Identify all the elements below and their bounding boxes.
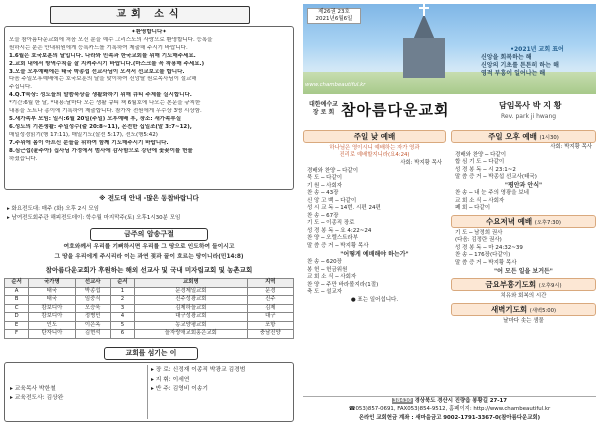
memory-verse-line: 여호와께서 우리를 기뻐하시면 우리를 그 땅으로 인도하여 들이시고 — [63, 244, 235, 250]
footer-contact: ☎053)857-0691, FAX053)854-9512, 홈페이지: http://www.chambeautiful.kr — [348, 406, 551, 413]
standing-note: ● 표는 일어섭니다. — [350, 296, 399, 303]
table-row — [5, 296, 294, 305]
service-leader: 사회: 박지황 목사 — [550, 144, 592, 150]
memory-verse-line: 그 땅을 우리에게 주시리라 이는 과연 젖과 꿀이 흐르는 땅이니라(민14:8) — [54, 254, 244, 260]
table-cell: 3 — [110, 304, 134, 313]
table-row — [5, 287, 294, 296]
table-cell: A — [5, 287, 29, 296]
sermon-title: "평안과 안식" — [504, 181, 543, 189]
notice-line: 4.Q.T묵상: 성도들의 말씀묵상을 생활화하기 위해 큐티 주제를 실시합니다. — [9, 92, 192, 99]
partner-table — [4, 278, 294, 339]
service-verse: 하나님은 영이시니 예배하는 자가 영과 진리로 예배할지니라(요4:24) — [329, 145, 420, 158]
dawn-prayer-desc: 날마다 솟는 샘물 — [503, 317, 544, 324]
welcome-line: 원하시는 분은 안내위원에게 등록카드를 기록하여 제출해 주시기 바랍니다. — [9, 44, 188, 51]
pastor-name-en: Rev. park ji hwang — [501, 113, 557, 120]
order-item: 교 회 소 식 ─ 사회자 — [455, 197, 505, 204]
order-item: 성 시 교 독 ─ 14번. 시편 24편 — [307, 205, 381, 212]
table-cell: B — [5, 296, 29, 305]
motto-line: 신앙의 기초를 튼튼히 하는 해 — [481, 62, 559, 69]
order-item: 축 도 ─ 설교자 — [307, 289, 343, 296]
order-item: 찬 송 ─ 내 눈 주의 영광을 보네 — [455, 190, 529, 197]
officers-box — [4, 362, 294, 422]
table-cell: 2 — [110, 296, 134, 305]
table-cell: 진주 — [247, 296, 293, 305]
table-header-cell: 교회명 — [135, 279, 248, 288]
order-item: 경배와 찬양 ─ 다같이 — [307, 167, 359, 174]
order-item: 찬 양 ─ 주만 바라볼지라(1절) — [307, 281, 379, 288]
news-title: 교회 소식 — [50, 6, 250, 24]
table-cell: 6 — [110, 330, 134, 339]
table-cell: 4 — [110, 313, 134, 322]
table-cell: 김제하늘교회 — [135, 304, 248, 313]
table-cell: 캄보디아 — [29, 313, 75, 322]
table-cell: 포항 — [247, 321, 293, 330]
order-item: 말 씀 증 거 ─ 박종섭 선교사(태국) — [455, 174, 537, 181]
table-cell: 충남진양 — [247, 330, 293, 339]
masthead — [303, 96, 596, 128]
table-cell: 이은옥 — [75, 321, 110, 330]
table-row — [5, 304, 294, 313]
right-page — [303, 4, 596, 422]
notice-line: 하셨습니다. — [9, 155, 38, 162]
order-item: 묵 도 ─ 다같이 — [307, 175, 343, 182]
order-item: 성 경 봉 독 ─ 마 24:32~39 — [455, 244, 523, 251]
table-header-cell: 순서 — [110, 279, 134, 288]
officer-line: ▸ 장 로: 신정재 이종직 박광교 김경범 — [151, 367, 246, 373]
table-cell: 김현석 — [75, 330, 110, 339]
table-header-cell: 지역 — [247, 279, 293, 288]
notice-line: 내용을 노트나 종이에 기록하여 제출합니다. 참가자 전원에게 우수상 3명 시상함. — [9, 108, 202, 115]
table-cell: 1 — [110, 287, 134, 296]
notice-line: 1.6월은 호국보훈의 달입니다. 나라와 민족과 한국교회를 위해 기도해주세요. — [9, 52, 196, 59]
officer-line: ▸ 반 주: 김영비 이송기 — [151, 386, 209, 392]
notice-line: 6.성도의 기본생활: 주일성수(출 20:8~11), 온전한 십일조(말 3:7~12), — [9, 123, 192, 130]
service-leader: 사회: 박지황 목사 — [400, 160, 442, 166]
table-header-cell: 순서 — [5, 279, 29, 288]
notice-line: *기간:6월 한 달, *내용:날마다 오는 생활 큐티 책 6월호에 나오는 본문을 규칙한 — [9, 100, 201, 107]
notice-line: 2.교회 내에서 방역수칙을 잘 지켜주시기 바랍니다.(마스크를 꼭 착용해 주세요.) — [9, 60, 205, 67]
order-item: 성 경 봉 독 ─ 요 4:22~24 — [307, 227, 372, 234]
table-cell: 문경제일교회 — [135, 287, 248, 296]
friday-prayer-title: 금요부흥기도회 (오후9시) — [451, 278, 596, 291]
notice-line: 주십니다. — [9, 84, 33, 91]
order-item: 폐 회 ─ 다같이 — [455, 205, 491, 212]
table-cell: 캄보디아 — [29, 304, 75, 313]
order-item: 말 씀 증 거 ─ 박지황 목사 — [455, 260, 517, 267]
table-cell: 늘자랑애교회홍은교회 — [135, 330, 248, 339]
left-page — [4, 4, 294, 422]
table-row — [5, 321, 294, 330]
notice-line: 7.주위에 몸이 아프신 분들을 위하여 함께 기도해주시기 바랍니다. — [9, 139, 169, 146]
order-item: 합 심 기 도 ─ 다같이 — [455, 159, 505, 166]
notice-line: 다음 주일오후예배에는 호국보훈의 달을 맞이하여 신앙탈 원로목사님이 설교해 — [9, 76, 197, 83]
order-item: 교 회 소 식 ─ 사회자 — [307, 274, 357, 281]
welcome-line: 오늘 참아름다운교회에 처음 오신 분을 예수 그리스도의 사랑으로 환영합니다. 등록을 — [9, 36, 213, 43]
table-cell: C — [5, 304, 29, 313]
table-cell: 농교양평교회 — [135, 321, 248, 330]
order-item: 신 앙 고 백 ─ 다같이 — [307, 197, 357, 204]
order-item: 성 경 봉 독 ─ 시 23:1~2 — [455, 166, 516, 173]
motto-line: 영적 부흥이 일어나는 해 — [481, 70, 546, 77]
wednesday-service-title: 수요저녁 예배 (오후7:30) — [451, 215, 596, 228]
mission-line: ▸ 남여전도회주관 해피전도데이: 학수월 마지막주(토) 오후1시30분 모임 — [7, 215, 181, 221]
order-item: 찬 양 ─ 오렐스트라부 — [307, 235, 359, 242]
notice-box — [4, 26, 294, 190]
table-cell: 박종섭 — [75, 287, 110, 296]
church-banner-image — [303, 4, 596, 94]
sunday-service-title: 주일 낮 예배 — [303, 130, 446, 143]
mission-line: ▸ 화요전도대: 매주 (화) 오후 2시 모임 — [7, 206, 99, 212]
evangelism-heading: ※ 전도대 안내 -많은 동참바랍니다 — [99, 194, 199, 202]
order-item: (다음: 김정란 권사) — [455, 237, 502, 244]
motto-line: 신앙을 회복하는 해 — [481, 54, 532, 61]
pastor-name: 담임목사 박 지 황 — [499, 101, 562, 110]
notice-line: 매일성경읽기(행 17:11), 매일기도(살전 5:17), 전도(행5:42) — [9, 131, 158, 138]
order-item: 찬 송 ─ 176장(다같이) — [455, 252, 511, 259]
table-cell: D — [5, 313, 29, 322]
footer-address: 38430 경상북도 경산시 진량읍 봉황길 27-17 — [392, 398, 508, 404]
table-cell: 5 — [110, 321, 134, 330]
officers-title: 교회를 섬기는 이 — [104, 347, 198, 360]
sermon-title: "어 모든 일을 보거든" — [494, 267, 553, 275]
table-row — [5, 313, 294, 322]
order-item: 기 도 ─ 남정희 권사 — [455, 229, 503, 236]
church-footer — [303, 396, 596, 422]
sunday-service-column — [303, 130, 446, 394]
denomination: 대한예수교 장 로 회 — [309, 101, 338, 116]
table-cell: 대구성광교회 — [135, 313, 248, 322]
afternoon-service-title: 주일 오후 예배 (1시30) — [451, 130, 596, 143]
order-item: 찬 송 ─ 67장 — [307, 212, 339, 219]
officer-line: ▸ 지 휘: 이세연 — [151, 376, 190, 383]
cross-icon — [423, 4, 425, 16]
banner-url: www.chambeautiful.kr — [305, 82, 366, 88]
table-cell: 탄자니아 — [29, 330, 75, 339]
sermon-title: "어떻게 예배해야 하는가" — [340, 250, 409, 258]
table-row — [5, 330, 294, 339]
officer-line: ▸ 교육전도사: 김상완 — [10, 395, 64, 401]
other-services-column — [451, 130, 596, 394]
partner-table-title: 참아름다운교회가 후원하는 해외 선교사 및 국내 미자립교회 및 농촌교회 — [45, 266, 253, 274]
notice-line: 3.오늘 오후예배에는 태국 박종섭 선교사님이 오셔서 선교보고를 합니다. — [9, 68, 185, 75]
memory-verse-title: 금주의 암송구절 — [90, 228, 208, 241]
table-header-cell: 선교사 — [75, 279, 110, 288]
dawn-prayer-title: 새벽기도회 (새벽5:00) — [451, 303, 596, 316]
order-item: 봉 헌 ─ 헌금위원 — [307, 266, 348, 273]
church-name: 참아름다운교회 — [341, 101, 450, 119]
issue-label: 제26권 23호 2021년6월6일 — [307, 8, 361, 24]
order-item: 찬 송 ─ 43장 — [307, 190, 339, 197]
friday-prayer-desc: 치유와 회복의 시간 — [500, 293, 547, 300]
order-item: 찬 송 ─ 620장 — [307, 259, 342, 266]
table-cell: 대구 — [247, 313, 293, 322]
notice-line: 5.새가족부 모임: 일시:6월 20일(주일) 오후예배 후, 장소: 새가족부실 — [9, 115, 182, 122]
table-header-cell: 국가명 — [29, 279, 75, 288]
table-cell: 인도 — [29, 321, 75, 330]
table-cell: 진주성광교회 — [135, 296, 248, 305]
church-motto: •2021년 교회 표어 신앙을 회복하는 해 신앙의 기초를 튼튼히 하는 해 영적 부흥이 일어나는 해 — [481, 46, 593, 78]
table-cell: 문경 — [247, 287, 293, 296]
table-cell: 임중식 — [75, 296, 110, 305]
table-cell: 태국 — [29, 296, 75, 305]
table-cell: 김제 — [247, 304, 293, 313]
order-item: 기 도 ─ 이종직 장로 — [307, 220, 355, 227]
order-item: 경배와 찬양 ─ 다같이 — [455, 151, 507, 158]
table-cell: F — [5, 330, 29, 339]
order-item: 말 씀 증 거 ─ 박지황 목사 — [307, 242, 369, 249]
table-cell: 태국 — [29, 287, 75, 296]
table-cell: 정병민 — [75, 313, 110, 322]
table-cell: E — [5, 321, 29, 330]
officer-line: ▸ 교육목사 박한철 — [10, 386, 56, 392]
footer-account: 온라인 교회헌금 계좌 : 새마을금고 9002-1791-3367-0(참아름다운교회) — [358, 414, 541, 421]
order-item: 기 원 ─ 사회자 — [307, 182, 343, 189]
notice-line: 8.심근섭(윤주아) 집사님 가정에서 범사에 감사함으로 강단에 꽃꽂이를 헌물 — [9, 147, 193, 154]
table-cell: 오승욱 — [75, 304, 110, 313]
welcome-heading: ✦환영합니다✦ — [131, 29, 167, 35]
